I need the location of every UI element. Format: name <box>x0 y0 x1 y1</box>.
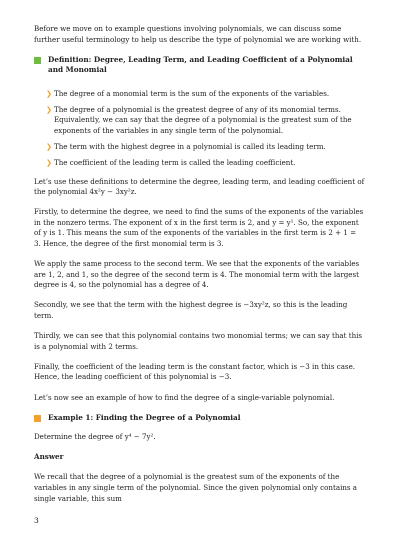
body-paragraph: Firstly, to determine the degree, we need to find the sums of the exponents of the variables in the nonzero terms. The exponent of x in the first term is 2, and y = y¹. So, the exponent of y is 1. This means the sum of the exponents of the variables in the first term is 2 + 1 = 3. Hence, the degree of the first monomial term is 3. <box>34 207 364 249</box>
chevron-right-icon: ❯ <box>46 142 53 152</box>
body-paragraph: Finally, the coefficient of the leading term is the constant factor, which is −3 in this case. Hence, the leading coefficient of this polynomial is −3. <box>34 361 356 382</box>
answer-paragraph: We recall that the degree of a polynomial is the greatest sum of the exponents of the variables in any single term of the polynomial. Since the given polynomial only contains a single variable, this sum <box>34 472 358 503</box>
list-item <box>46 142 365 153</box>
definition-heading <box>34 55 365 76</box>
body-paragraph: Let’s use these definitions to determine the degree, leading term, and leading coefficient of the polynomial 4x²y − 3xy²z. <box>34 176 365 197</box>
body-paragraph: Thirdly, we can see that this polynomial contains two monomial terms; we can say that this is a polynomial with 2 terms. <box>34 331 363 351</box>
intro-paragraph: Before we move on to example questions involving polynomials, we can discuss some further useful terminology to help us describe the type of polynomial we are working with. <box>34 24 362 44</box>
answer-heading: Answer <box>34 452 64 462</box>
list-item-text: The term with the highest degree in a polynomial is called its leading term. <box>54 142 326 152</box>
example-title: Example 1: Finding the Degree of a Polynomial <box>48 412 241 422</box>
body-paragraph: Let’s now see an example of how to find the degree of a single-variable polynomial. <box>34 392 335 402</box>
green-square-icon <box>34 57 41 64</box>
orange-square-icon <box>34 415 41 422</box>
example-question: Determine the degree of y⁴ − 7y². <box>34 432 156 442</box>
list-item <box>46 158 365 169</box>
list-item <box>46 105 365 137</box>
list-item-text: The degree of a monomial term is the sum of the exponents of the variables. <box>54 88 330 98</box>
chevron-right-icon: ❯ <box>46 158 53 168</box>
list-item-text: The degree of a polynomial is the greatest degree of any of its monomial terms. Equivalently, we can say that the degree of a polynomial is the greatest sum of the exponents of the variables in any single term of the polynomial. <box>54 104 352 136</box>
definition-title: Definition: Degree, Leading Term, and Leading Coefficient of a Polynomial and Monomial <box>48 54 353 75</box>
chevron-right-icon: ❯ <box>46 88 53 98</box>
body-paragraph: We apply the same process to the second term. We see that the exponents of the variables are 1, 2, and 1, so the degree of the second term is 4. The monomial term with the largest degree is 4, so the polynomial has a degree of 4. <box>34 259 360 290</box>
chevron-right-icon: ❯ <box>46 104 53 114</box>
example-heading <box>34 413 365 424</box>
definition-list <box>46 89 365 169</box>
list-item-text: The coefficient of the leading term is called the leading coefficient. <box>54 158 296 168</box>
list-item <box>46 89 365 100</box>
page-number: 3 <box>34 516 39 525</box>
body-paragraph: Secondly, we see that the term with the highest degree is −3xy²z, so this is the leading term. <box>34 300 348 321</box>
